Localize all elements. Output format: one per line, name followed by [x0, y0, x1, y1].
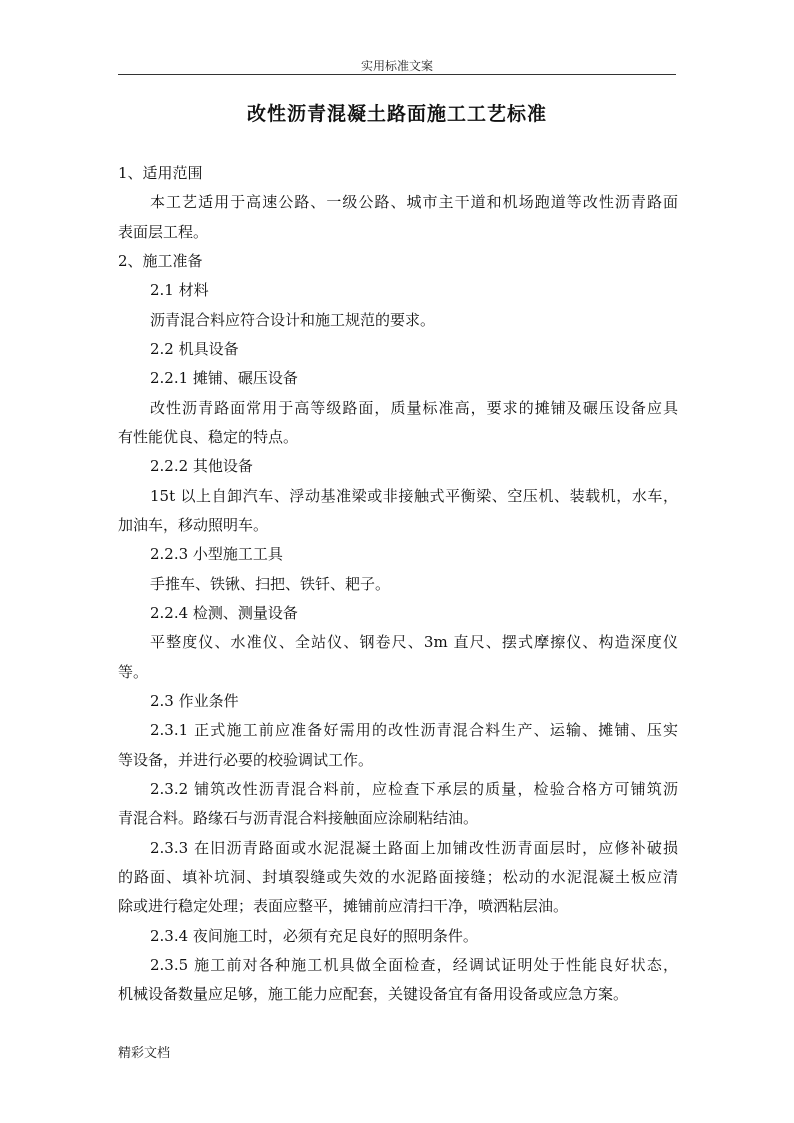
- page-footer-text: 精彩文档: [118, 1046, 171, 1061]
- page-header-text: 实用标准文案: [360, 59, 433, 73]
- paragraph-line: 2.3.1 正式施工前应准备好需用的改性沥青混合料生产、运输、摊铺、压实: [150, 721, 678, 739]
- subsection-heading: 2.1 材料: [150, 281, 209, 299]
- paragraph-line: 平整度仪、水准仪、全站仪、钢卷尺、3m 直尺、摆式摩擦仪、构造深度仪: [150, 633, 678, 651]
- section-heading: 2、施工准备: [118, 252, 203, 270]
- paragraph-line: 改性沥青路面常用于高等级路面，质量标准高，要求的摊铺及碾压设备应具: [150, 399, 678, 417]
- subsection-heading: 2.2 机具设备: [150, 340, 239, 358]
- subsection-heading: 2.2.3 小型施工工具: [150, 545, 283, 563]
- subsection-heading: 2.2.4 检测、测量设备: [150, 604, 298, 622]
- paragraph-line: 机械设备数量应足够，施工能力应配套，关键设备宜有备用设备或应急方案。: [118, 985, 629, 1003]
- paragraph-line: 有性能优良、稳定的特点。: [118, 428, 299, 446]
- paragraph-line: 加油车，移动照明车。: [118, 516, 269, 534]
- subsection-heading: 2.2.1 摊铺、碾压设备: [150, 369, 298, 387]
- paragraph-line: 等。: [118, 663, 149, 681]
- subsection-heading: 2.3 作业条件: [150, 692, 239, 710]
- header-rule: [118, 74, 676, 75]
- paragraph-line: 青混合料。路缘石与沥青混合料接触面应涂刷粘结油。: [118, 809, 479, 827]
- section-heading: 1、适用范围: [118, 164, 203, 182]
- paragraph-line: 15t 以上自卸汽车、浮动基准梁或非接触式平衡梁、空压机、装载机，水车，: [150, 487, 678, 505]
- paragraph-line: 2.3.3 在旧沥青路面或水泥混凝土路面上加铺改性沥青面层时，应修补破损: [150, 839, 678, 857]
- paragraph-line: 的路面、填补坑洞、封填裂缝或失效的水泥路面接缝；松动的水泥混凝土板应清: [118, 868, 678, 886]
- paragraph-line: 2.3.2 铺筑改性沥青混合料前，应检查下承层的质量，检验合格方可铺筑沥: [150, 780, 678, 798]
- paragraph-line: 2.3.5 施工前对各种施工机具做全面检查，经调试证明处于性能良好状态，: [150, 956, 678, 974]
- paragraph-line: 沥青混合料应符合设计和施工规范的要求。: [150, 311, 436, 329]
- paragraph-line: 除或进行稳定处理；表面应整平，摊铺前应清扫干净，喷洒粘层油。: [118, 897, 569, 915]
- paragraph-line: 2.3.4 夜间施工时，必须有充足良好的照明条件。: [150, 927, 478, 945]
- paragraph-line: 表面层工程。: [118, 223, 209, 241]
- paragraph-line: 本工艺适用于高速公路、一级公路、城市主干道和机场跑道等改性沥青路面: [150, 193, 678, 211]
- paragraph-line: 手推车、铁锹、扫把、铁钎、耙子。: [150, 575, 391, 593]
- paragraph-line: 等设备，并进行必要的校验调试工作。: [118, 751, 374, 769]
- subsection-heading: 2.2.2 其他设备: [150, 457, 253, 475]
- document-title: 改性沥青混凝土路面施工工艺标准: [246, 103, 547, 125]
